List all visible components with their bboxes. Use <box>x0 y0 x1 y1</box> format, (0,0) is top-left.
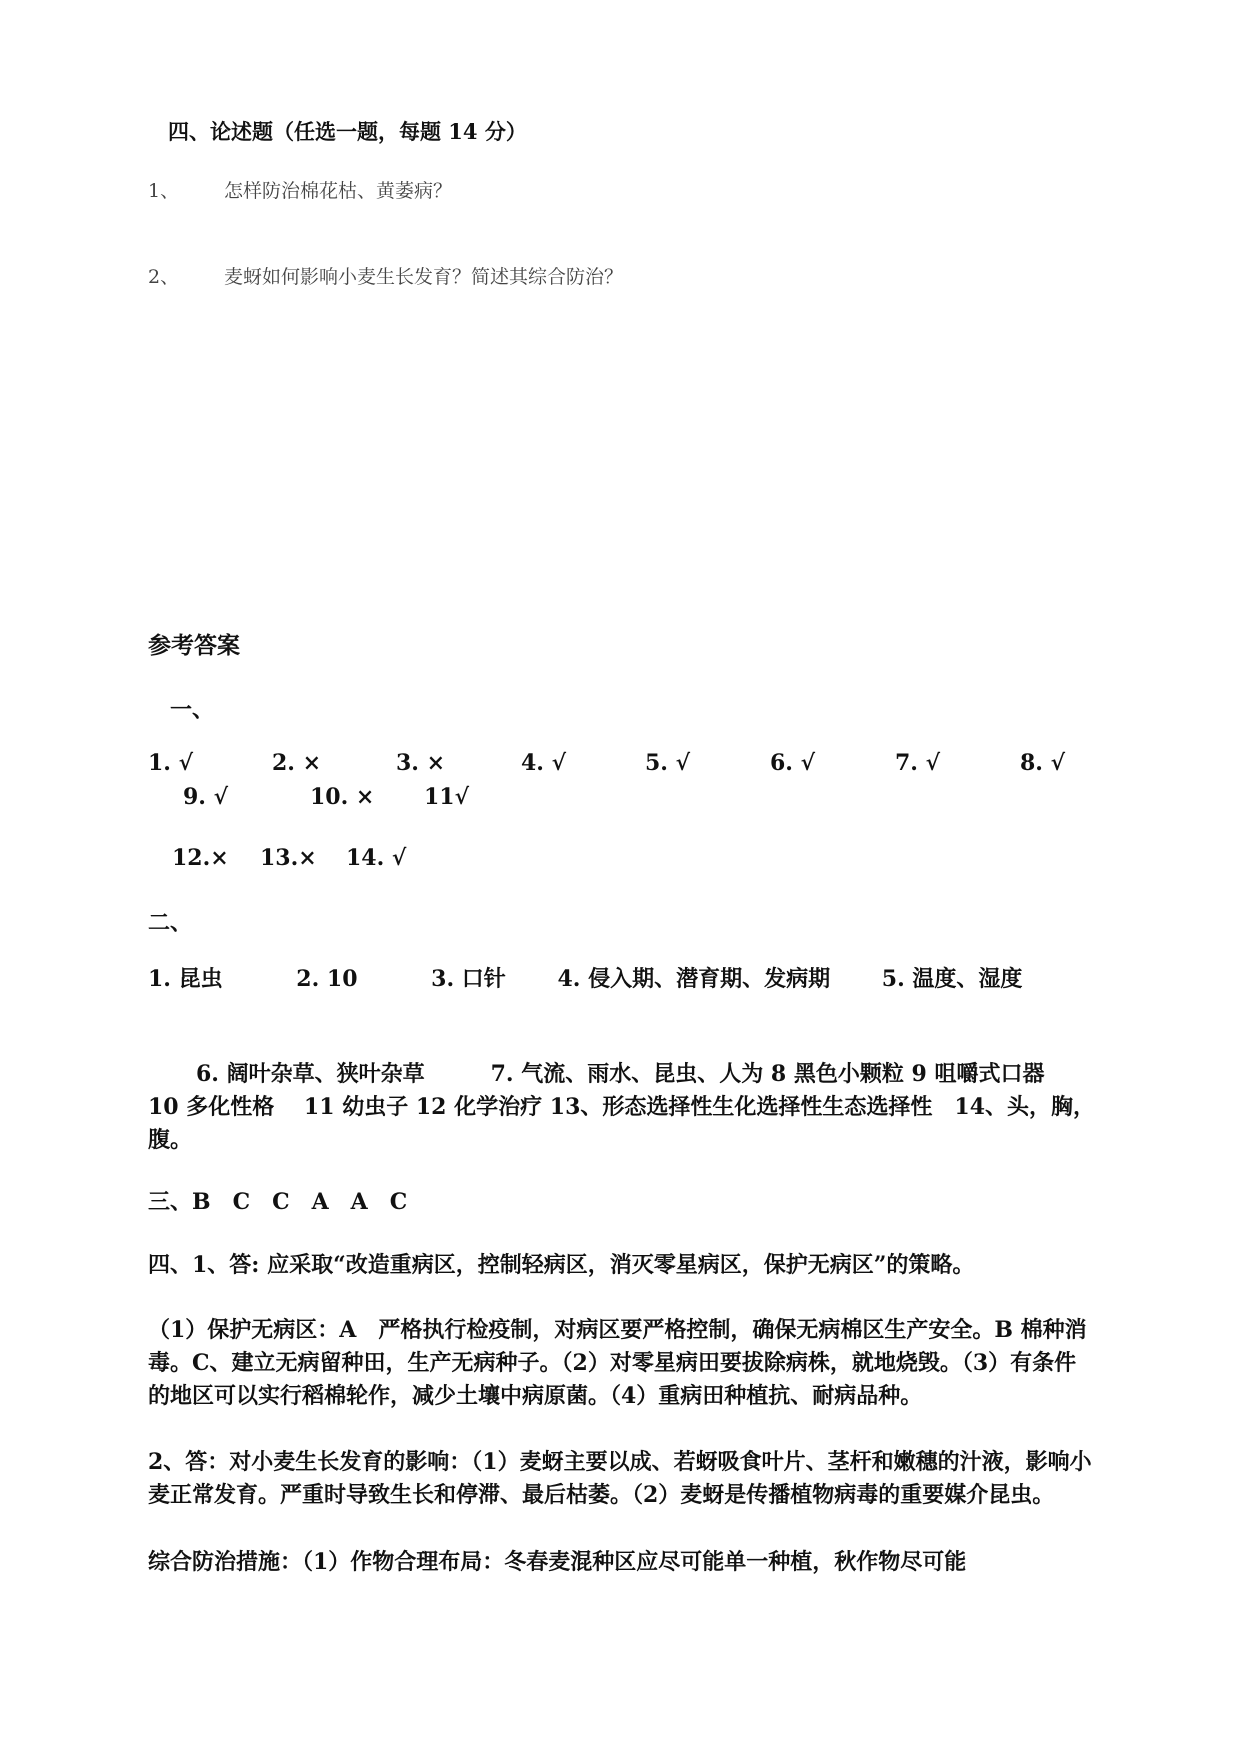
answer-item: 10. × <box>310 784 375 810</box>
section-title: 四、论述题（任选一题，每题 14 分） <box>168 119 527 144</box>
answer-item: 11√ <box>424 784 470 810</box>
answer-item: 9. √ <box>183 784 229 810</box>
answer-item: 7. √ <box>895 750 941 776</box>
answers-heading: 参考答案 <box>148 632 240 659</box>
answer-item: 14. √ <box>346 845 407 871</box>
question-text: 怎样防治棉花枯、黄萎病？ <box>224 180 453 202</box>
part4-answer-2: 2、答：对小麦生长发育的影响：（1）麦蚜主要以成、若蚜吸食叶片、茎杆和嫩穗的汁液，影响小麦正常发育。严重时导致生长和停滞、最后枯萎。（2）麦蚜是传播植物病毒的重要媒介昆虫。 <box>148 1449 1092 1508</box>
answer-item: 2. × <box>272 750 322 776</box>
part1-label: 一、 <box>170 697 215 723</box>
answer-item: 6. √ <box>770 750 816 776</box>
part2-line1: 1. 昆虫 2. 10 3. 口针 4. 侵入期、潜育期、发病期 5. 温度、湿度 <box>148 966 1023 992</box>
answer-item: 1. √ <box>148 750 194 776</box>
answer-item: 13.× <box>260 845 317 871</box>
question-text: 麦蚜如何影响小麦生长发育？简述其综合防治？ <box>224 266 624 288</box>
part2-line2: 6. 阔叶杂草、狭叶杂草 7. 气流、雨水、昆虫、人为 8 黑色小颗粒 9 咀嚼式口器 10 多化性格 11 幼虫子 12 化学治疗 13、形态选择性生化选择性生态选择性 14、头，胸，腹。 <box>148 1061 1097 1153</box>
answer-item: 5. √ <box>645 750 691 776</box>
answer-item: 4. √ <box>521 750 567 776</box>
part4-answer-2-measures: 综合防治措施：（1）作物合理布局：冬春麦混种区应尽可能单一种植，秋作物尽可能 <box>148 1549 967 1575</box>
answer-item: 8. √ <box>1020 750 1066 776</box>
answer-item: 12.× <box>172 845 229 871</box>
question-number: 1、 <box>148 180 180 202</box>
answer-item: 3. × <box>396 750 446 776</box>
part4-intro: 四、1、答: 应采取“改造重病区，控制轻病区，消灭零星病区，保护无病区”的策略。 <box>148 1252 975 1278</box>
part3-answers: 三、B C C A A C <box>148 1189 408 1215</box>
part2-label: 二、 <box>148 910 193 936</box>
part4-answer-1: （1）保护无病区：A 严格执行检疫制，对病区要严格控制，确保无病棉区生产安全。B 棉种消毒。C、建立无病留种田，生产无病种子。（2）对零星病田要拔除病株，就地烧毁。（3）有条件的地区可以实行稻棉轮作，减少土壤中病原菌。（4）重病田种植抗、耐病品种。 <box>148 1317 1087 1409</box>
question-number: 2、 <box>148 266 180 288</box>
